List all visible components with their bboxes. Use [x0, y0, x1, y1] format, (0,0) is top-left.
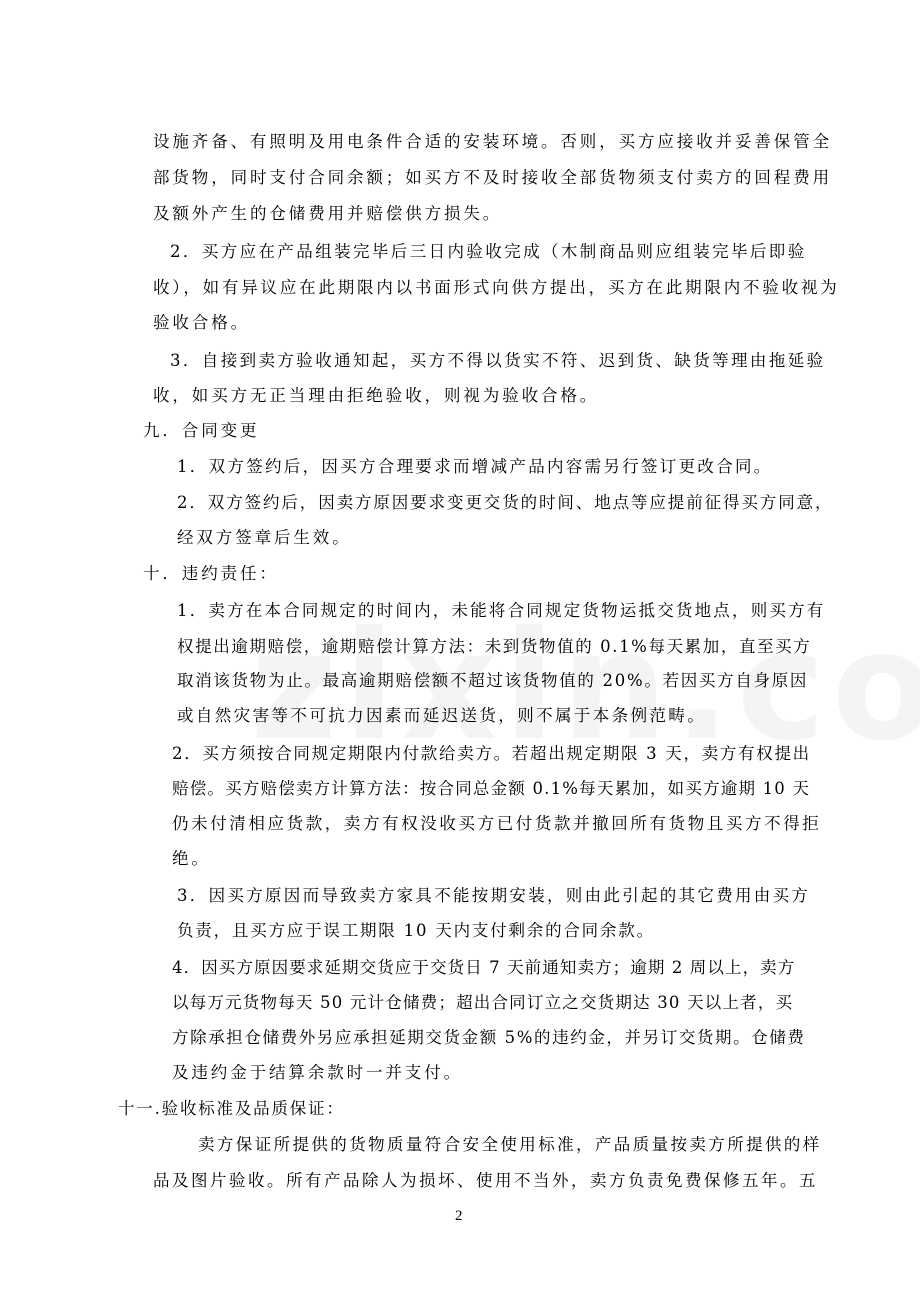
text-line: 2．双方签约后，因卖方原因要求变更交货的时间、地点等应提前征得买方同意， — [177, 493, 834, 512]
text-line: 验收合格。 — [153, 313, 250, 332]
section-heading: 十一.验收标准及品质保证： — [118, 1099, 345, 1118]
text-line: 及违约金于结算余款时一并支付。 — [172, 1063, 463, 1082]
text-line: 赔偿。买方赔偿卖方计算方法：按合同总金额 0.1%每天累加，如买方逾期 10 天 — [172, 779, 811, 798]
section-heading: 九．合同变更 — [143, 421, 260, 440]
text-line: 权提出逾期赔偿，逾期赔偿计算方法：未到货物值的 0.1%每天累加，直至买方 — [177, 637, 812, 656]
text-line: 卖方保证所提供的货物质量符合安全使用标准，产品质量按卖方所提供的样 — [198, 1135, 822, 1154]
text-line: 1．卖方在本合同规定的时间内，未能将合同规定货物运抵交货地点，则买方有 — [177, 601, 826, 620]
text-line: 仍未付清相应货款，卖方有权没收买方已付货款并撤回所有货物且买方不得拒 — [172, 814, 822, 833]
text-line: 3．因买方原因而导致卖方家具不能按期安装，则由此引起的其它费用由买方 — [177, 886, 811, 905]
text-line: 2．买方须按合同规定期限内付款给卖方。若超出规定期限 3 天，卖方有权提出 — [172, 744, 811, 763]
text-line: 3．自接到卖方验收通知起，买方不得以货实不符、迟到货、缺货等理由拖延验 — [170, 351, 826, 370]
text-line: 设施齐备、有照明及用电条件合适的安装环境。否则，买方应接收并妥善保管全 — [153, 132, 832, 151]
text-line: 方除承担仓储费外另应承担延期交货金额 5%的违约金，并另订交货期。仓储费 — [172, 1028, 806, 1047]
text-line: 4．因买方原因要求延期交货应于交货日 7 天前通知卖方；逾期 2 周以上，卖方 — [172, 958, 796, 977]
text-line: 收，如买方无正当理由拒绝验收，则视为验收合格。 — [153, 386, 600, 405]
text-line: 及额外产生的仓储费用并赔偿供方损失。 — [153, 204, 503, 223]
text-line: 收），如有异议应在此期限内以书面形式向供方提出，买方在此期限内不验收视为 — [153, 278, 840, 297]
text-line: 取消该货物为止。最高逾期赔偿额不超过该货物值的 20%。若因买方自身原因 — [177, 671, 809, 690]
page-number: 2 — [455, 1208, 463, 1224]
text-line: 经双方签章后生效。 — [177, 528, 352, 547]
text-line: 以每万元货物每天 50 元计仓储费；超出合同订立之交货期达 30 天以上者，买 — [172, 993, 794, 1012]
text-line: 绝。 — [172, 849, 211, 868]
text-line: 2．买方应在产品组装完毕后三日内验收完成（木制商品则应组装完毕后即验 — [170, 242, 807, 261]
section-heading: 十．违约责任： — [143, 564, 279, 583]
text-line: 部货物，同时支付合同余额；如买方不及时接收全部货物须支付卖方的回程费用 — [153, 168, 832, 187]
text-line: 1．双方签约后，因买方合理要求而增减产品内容需另行签订更改合同。 — [177, 457, 773, 476]
text-line: 负责，且买方应于误工期限 10 天内支付剩余的合同余款。 — [177, 921, 655, 940]
text-line: 品及图片验收。所有产品除人为损坏、使用不当外，卖方负责免费保修五年。五 — [153, 1171, 818, 1190]
text-line: 或自然灾害等不可抗力因素而延迟送货，则不属于本条例范畴。 — [177, 706, 707, 725]
